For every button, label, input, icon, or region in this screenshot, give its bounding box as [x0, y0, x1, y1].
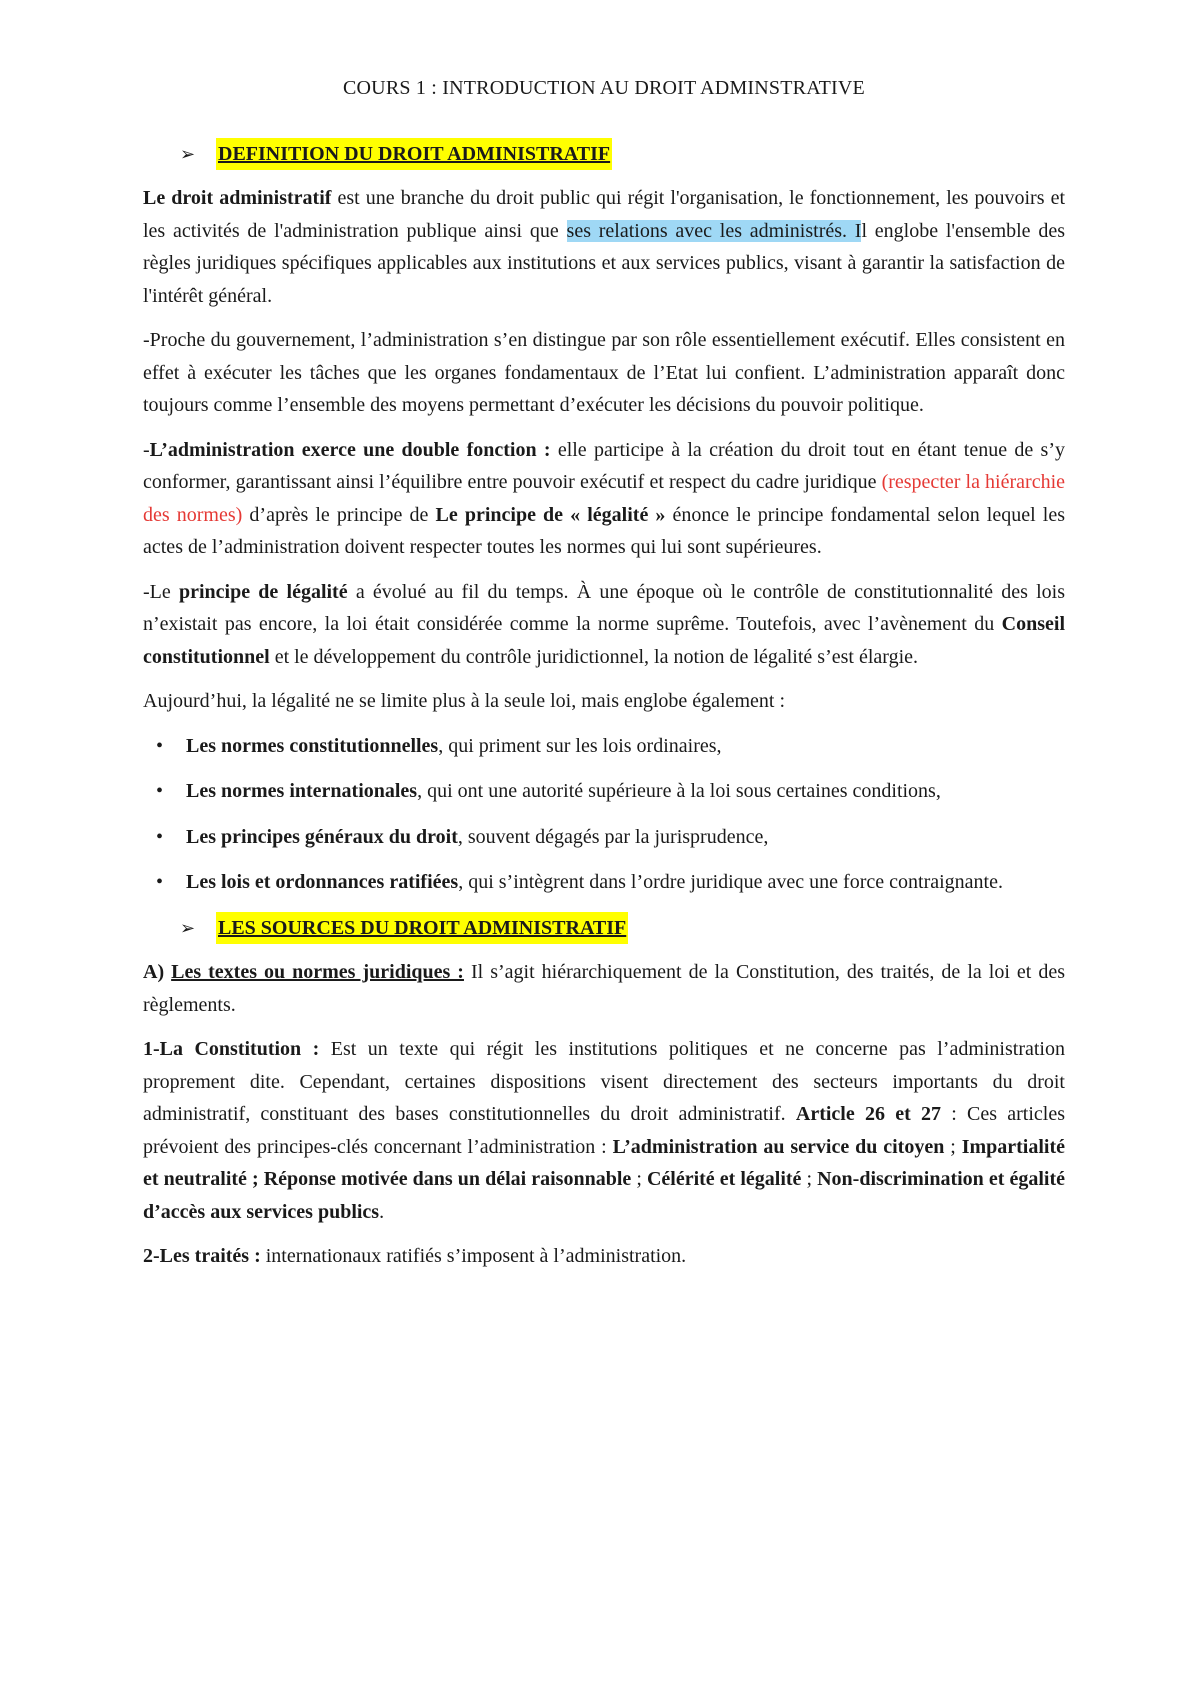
- text-run: ;: [801, 1168, 818, 1190]
- bold-term: L’administration exerce une double fonction :: [149, 438, 551, 461]
- paragraph-principe-legalite: [143, 576, 1065, 674]
- bold-term: Conseil constitutionnel: [143, 613, 1065, 668]
- legality-list: [143, 730, 1065, 899]
- text-run: elle participe à la création du droit tout en étant tenue de s’y conformer, garantissant ainsi l’équilibre entre pouvoir exécutif et respect du cadre juridique: [143, 438, 1065, 493]
- text-run: , qui ont une autorité supérieure à la loi sous certaines conditions,: [417, 780, 941, 802]
- bold-term: Les normes internationales: [186, 780, 418, 802]
- text-run: internationaux ratifiés s’imposent à l’administration.: [260, 1245, 687, 1267]
- text-run: -Le: [143, 580, 179, 603]
- list-item: [143, 775, 1065, 808]
- bullet-icon: •: [156, 825, 164, 848]
- bold-term: Le droit administratif: [143, 187, 332, 209]
- section-heading-definition: [180, 138, 1065, 171]
- paragraph-constitution: [143, 1033, 1065, 1228]
- bullet-icon: •: [156, 780, 164, 802]
- bold-term: 1-La Constitution :: [143, 1038, 320, 1060]
- bold-term: L’administration au service du citoyen: [612, 1135, 945, 1158]
- bullet-icon: •: [156, 734, 164, 757]
- bold-underlined-term: Les textes ou normes juridiques :: [171, 961, 464, 983]
- text-run: a évolué au fil du temps. À une époque où le contrôle de constitutionnalité des lois n’existait pas encore, la loi était considérée comme la norme suprême. Toutefois, avec l’avènement du: [143, 580, 1065, 635]
- arrow-bullet-icon: ➢: [180, 143, 196, 164]
- text-run: Est un texte qui régit les institutions politiques et ne concerne pas l’administration proprement dite. Cependant, certaines dispositions visent directement des secteurs importants du droit administratif, constituant des bases constitutionnelles du droit administratif.: [143, 1038, 1065, 1125]
- text-run: , qui priment sur les lois ordinaires,: [438, 734, 722, 757]
- text-run: ;: [631, 1168, 647, 1190]
- bold-term: Le principe de « légalité »: [435, 503, 666, 526]
- bullet-icon: •: [156, 871, 164, 893]
- bold-term: Les lois et ordonnances ratifiées: [186, 871, 459, 893]
- bold-term: 2-Les traités :: [143, 1245, 261, 1267]
- heading-text: DEFINITION DU DROIT ADMINISTRATIF: [216, 138, 612, 171]
- document-title: COURS 1 : INTRODUCTION AU DROIT ADMINSTRATIVE: [343, 77, 865, 99]
- bold-term: Article 26 et 27: [795, 1103, 941, 1125]
- paragraph-textes-normes: [143, 956, 1065, 1021]
- paragraph-aujourdhui: Aujourd’hui, la légalité ne se limite plus à la seule loi, mais englobe également :: [143, 690, 786, 712]
- bold-term: Les principes généraux du droit: [186, 825, 458, 848]
- text-run: , souvent dégagés par la jurisprudence,: [457, 825, 769, 848]
- text-run: d’après le principe de: [242, 503, 436, 526]
- text-run: : Ces articles prévoient des principes-clés concernant l’administration :: [143, 1103, 1065, 1158]
- arrow-bullet-icon: ➢: [180, 917, 196, 938]
- bold-term: principe de légalité: [178, 580, 348, 603]
- bold-term: Les normes constitutionnelles: [186, 734, 439, 757]
- text-run: énonce le principe fondamental selon lequel les actes de l’administration doivent respecter toutes les normes qui lui sont supérieures.: [143, 503, 1065, 558]
- list-item: [143, 866, 1065, 899]
- section-heading-sources: [180, 912, 1065, 945]
- blue-highlight: ses relations avec les administrés. I: [566, 219, 862, 242]
- bold-term: Impartialité et neutralité ; Réponse motivée dans un délai raisonnable: [143, 1135, 1065, 1190]
- text-run: , qui s’intègrent dans l’ordre juridique avec une force contraignante.: [458, 871, 1003, 893]
- paragraph-proche: -Proche du gouvernement, l’administration s’en distingue par son rôle essentiellement exécutif. Elles consistent en effet à exécuter les tâches que les organes fondamentaux de l’Etat lui confient. L’administration apparaît donc toujours comme l’ensemble des moyens permettant d’exécuter les décisions du pouvoir politique.: [143, 329, 1065, 416]
- text-run: -: [143, 438, 150, 461]
- list-item: [143, 821, 1065, 854]
- text-run: Il s’agit hiérarchiquement de la Constitution, des traités, de la loi et des règlements.: [143, 961, 1066, 1016]
- list-item: [143, 730, 1065, 763]
- paragraph-traites: [143, 1240, 1065, 1273]
- text-run: .: [379, 1200, 385, 1223]
- text-run: est une branche du droit public qui régit l'organisation, le fonctionnement, les pouvoirs et les activités de l'administration publique ainsi que: [143, 187, 1066, 242]
- text-run: et le développement du contrôle juridictionnel, la notion de légalité s’est élargie.: [269, 645, 918, 668]
- text-run: l englobe l'ensemble des règles juridiques spécifiques applicables aux institutions et aux services publics, visant à garantir la satisfaction de l'intérêt général.: [143, 219, 1066, 307]
- bold-term: Non-discrimination et égalité d’accès aux services publics: [143, 1168, 1065, 1223]
- paragraph-double-fonction: [143, 434, 1065, 564]
- heading-text: LES SOURCES DU DROIT ADMINISTRATIF: [216, 912, 628, 945]
- bold-term: A): [143, 961, 172, 983]
- document-page: [143, 60, 1065, 1285]
- paragraph-definition: [143, 182, 1065, 312]
- red-text: (respecter la hiérarchie des normes): [143, 471, 1066, 526]
- bold-term: Célérité et légalité: [646, 1168, 802, 1190]
- text-run: ;: [944, 1135, 962, 1158]
